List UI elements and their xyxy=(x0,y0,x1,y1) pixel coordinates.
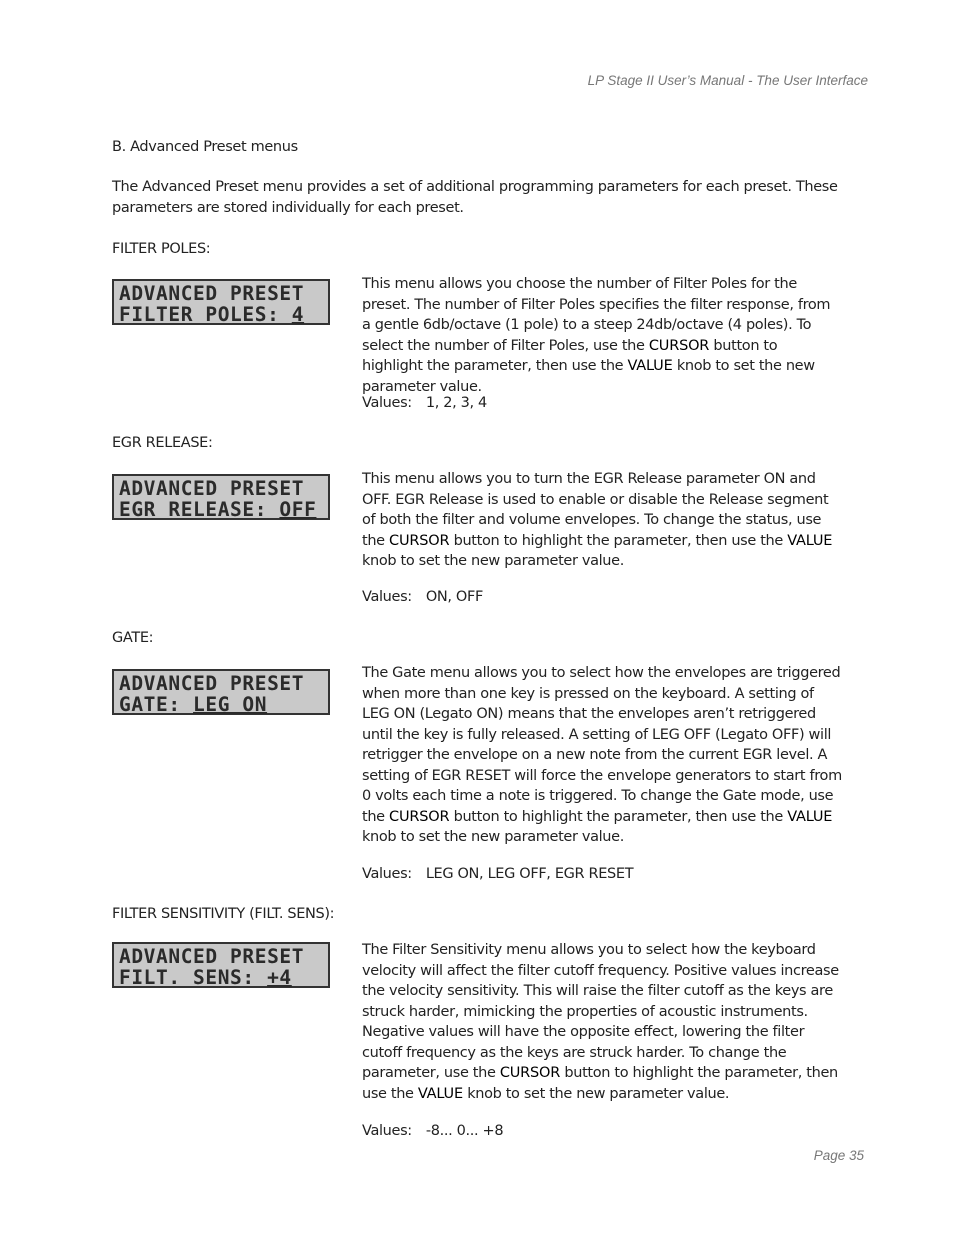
lcd-line-2 xyxy=(119,499,324,520)
filter-poles-label: FILTER POLES: xyxy=(112,241,211,257)
filter-sensitivity-description: The Filter Sensitivity menu allows you to select how the keyboard velocity will affect the filter cutoff frequency. Positive values increase the velocity sensitivity. This will raise the filter cutoff as the keys are struck harder, mimicking the properties of acoustic instruments. Negative values will have the opposite effect, lowering the filter cutoff frequency as the keys are struck harder. To change the parameter, use the CURSOR button to highlight the parameter, then use the VALUE knob to set the new parameter value. xyxy=(362,942,839,1102)
cursor-keyword: CURSOR xyxy=(389,808,450,825)
values-label: Values: xyxy=(362,395,412,411)
egr-release-lcd-display xyxy=(112,474,330,520)
values-list: 1, 2, 3, 4 xyxy=(425,395,487,411)
lcd-line-2 xyxy=(119,694,324,715)
values-label: Values: xyxy=(362,866,412,882)
values-list: LEG ON, LEG OFF, EGR RESET xyxy=(425,866,634,882)
lcd-param: FILT. SENS: xyxy=(119,966,268,989)
cursor-keyword: CURSOR xyxy=(389,532,450,549)
value-keyword: VALUE xyxy=(417,1085,463,1102)
cursor-keyword: CURSOR xyxy=(648,337,710,354)
egr-release-values xyxy=(362,587,483,608)
lcd-line-1: ADVANCED PRESET xyxy=(119,282,305,305)
lcd-line-2 xyxy=(119,967,324,988)
egr-release-description: This menu allows you to turn the EGR Release parameter ON and OFF. EGR Release is used to enable or disable the Release segment of both the filter and volume envelopes. To change the status, use the CURSOR button to highlight the parameter, then use the VALUE knob to set the new parameter value. xyxy=(362,471,833,569)
value-keyword: VALUE xyxy=(627,358,673,374)
lcd-value: +4 xyxy=(267,966,292,989)
filter-poles-description: This menu allows you choose the number of Filter Poles for the preset. The number of Filter Poles specifies the filter response, from a gentle 6db/octave (1 pole) to a steep 24db/octave (4 poles). To select the number of Filter Poles, use the CURSOR button to highlight the parameter, then use the VALUE knob to set the new parameter value. xyxy=(362,276,831,395)
gate-description: The Gate menu allows you to select how the envelopes are triggered when more than one key is pressed on the keyboard. A setting of LEG ON (Legato ON) means that the envelopes aren’t retriggered until the key is fully released. A setting of LEG OFF (Legato OFF) will retrigger the envelope on a new note from the current EGR level. A setting of EGR RESET will force the envelope generators to start from 0 volts each time a note is triggered. To change the Gate mode, use the CURSOR button to highlight the parameter, then use the VALUE knob to set the new parameter value. xyxy=(362,665,842,845)
gate-lcd-display xyxy=(112,669,330,715)
filter-sensitivity-lcd-display xyxy=(112,942,330,988)
page-number: Page 35 xyxy=(813,1148,864,1163)
lcd-value: LEG ON xyxy=(193,693,268,716)
filter-poles-values xyxy=(362,393,487,414)
page-header: LP Stage II User’s Manual - The User Interface xyxy=(587,73,868,88)
filter-sensitivity-values xyxy=(362,1121,503,1142)
lcd-line-1: ADVANCED PRESET xyxy=(119,477,305,500)
filter-sensitivity-label: FILTER SENSITIVITY (FILT. SENS): xyxy=(112,906,335,922)
gate-label: GATE: xyxy=(112,630,154,646)
egr-release-label: EGR RELEASE: xyxy=(112,435,213,451)
lcd-param: FILTER POLES: xyxy=(119,303,292,326)
gate-values xyxy=(362,864,633,885)
lcd-value: OFF xyxy=(279,498,317,521)
cursor-keyword: CURSOR xyxy=(499,1065,561,1081)
values-label: Values: xyxy=(362,1123,412,1139)
lcd-param: EGR RELEASE: xyxy=(119,498,280,521)
lcd-line-1: ADVANCED PRESET xyxy=(119,945,305,968)
filter-poles-lcd-display xyxy=(112,279,330,325)
values-list: ON, OFF xyxy=(425,589,483,605)
intro-paragraph: The Advanced Preset menu provides a set of additional programming parameters for each preset. These parameters are stored individually for each preset. xyxy=(112,179,838,216)
section-title: B. Advanced Preset menus xyxy=(112,139,298,155)
values-label: Values: xyxy=(362,589,412,605)
lcd-value: 4 xyxy=(291,303,305,326)
lcd-line-2 xyxy=(119,304,324,325)
lcd-line-1: ADVANCED PRESET xyxy=(119,672,305,695)
lcd-param: GATE: xyxy=(119,693,194,716)
value-keyword: VALUE xyxy=(787,808,833,825)
values-list: -8... 0... +8 xyxy=(425,1123,504,1139)
value-keyword: VALUE xyxy=(787,532,833,549)
